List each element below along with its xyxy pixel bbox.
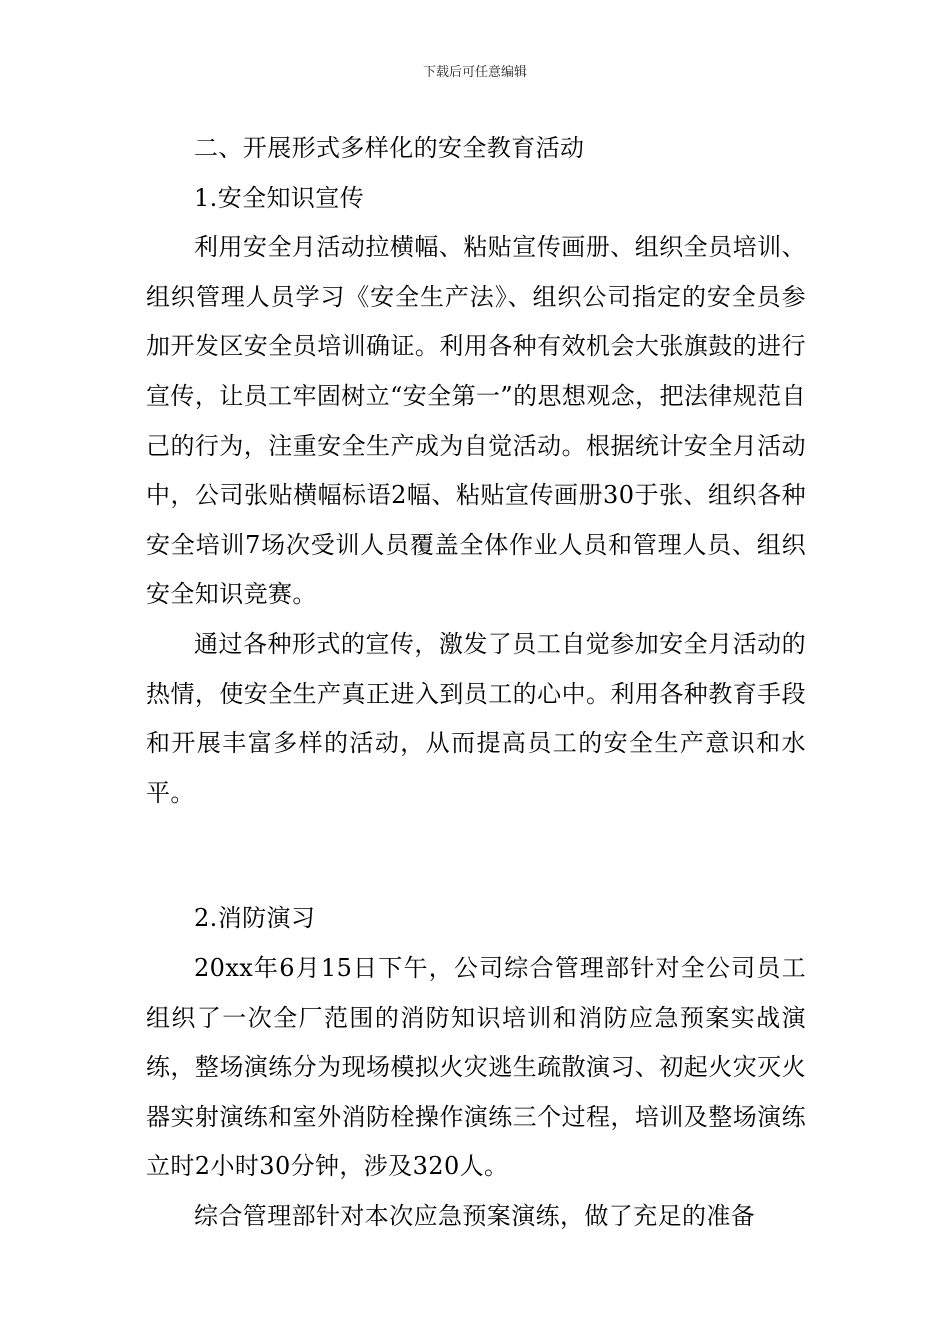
- paragraph-publicity-result: 通过各种形式的宣传，激发了员工自觉参加安全月活动的热情，使安全生产真正进入到员工的心中。利用各种教育手段和开展丰富多样的活动，从而提高员工的安全生产意识和水平。: [146, 629, 806, 807]
- paragraph-drill-preparation: 综合管理部针对本次应急预案演练，做了充足的准备: [194, 1201, 756, 1230]
- subsection-title-fire-drill: 2.消防演习: [194, 904, 316, 933]
- subsection-title-safety-publicity: 1.安全知识宣传: [194, 183, 365, 212]
- document-body: [146, 124, 806, 1241]
- paragraph-gap: [146, 818, 806, 894]
- page-header: 下载后可任意编辑: [422, 65, 527, 80]
- paragraph-safety-publicity: 利用安全月活动拉横幅、粘贴宣传画册、组织全员培训、组织管理人员学习《安全生产法》、组织公司指定的安全员参加开发区安全员培训确证。利用各种有效机会大张旗鼓的进行宣传，让员工牢固树立“安全第一”的思想观念，把法律规范自己的行为，注重安全生产成为自觉活动。根据统计安全月活动中，公司张贴横幅标语2幅、粘贴宣传画册30于张、组织各种安全培训7场次受训人员覆盖全体作业人员和管理人员、组织安全知识竞赛。: [146, 233, 806, 609]
- paragraph-fire-drill: 20xx年6月15日下午，公司综合管理部针对全公司员工组织了一次全厂范围的消防知识培训和消防应急预案实战演练，整场演练分为现场模拟火灾逃生疏散演习、初起火灾灭火器实射演练和室外消防栓操作演练三个过程，培训及整场演练立时2小时30分钟，涉及320人。: [146, 953, 806, 1181]
- section-title: 二、开展形式多样化的安全教育活动: [194, 134, 585, 162]
